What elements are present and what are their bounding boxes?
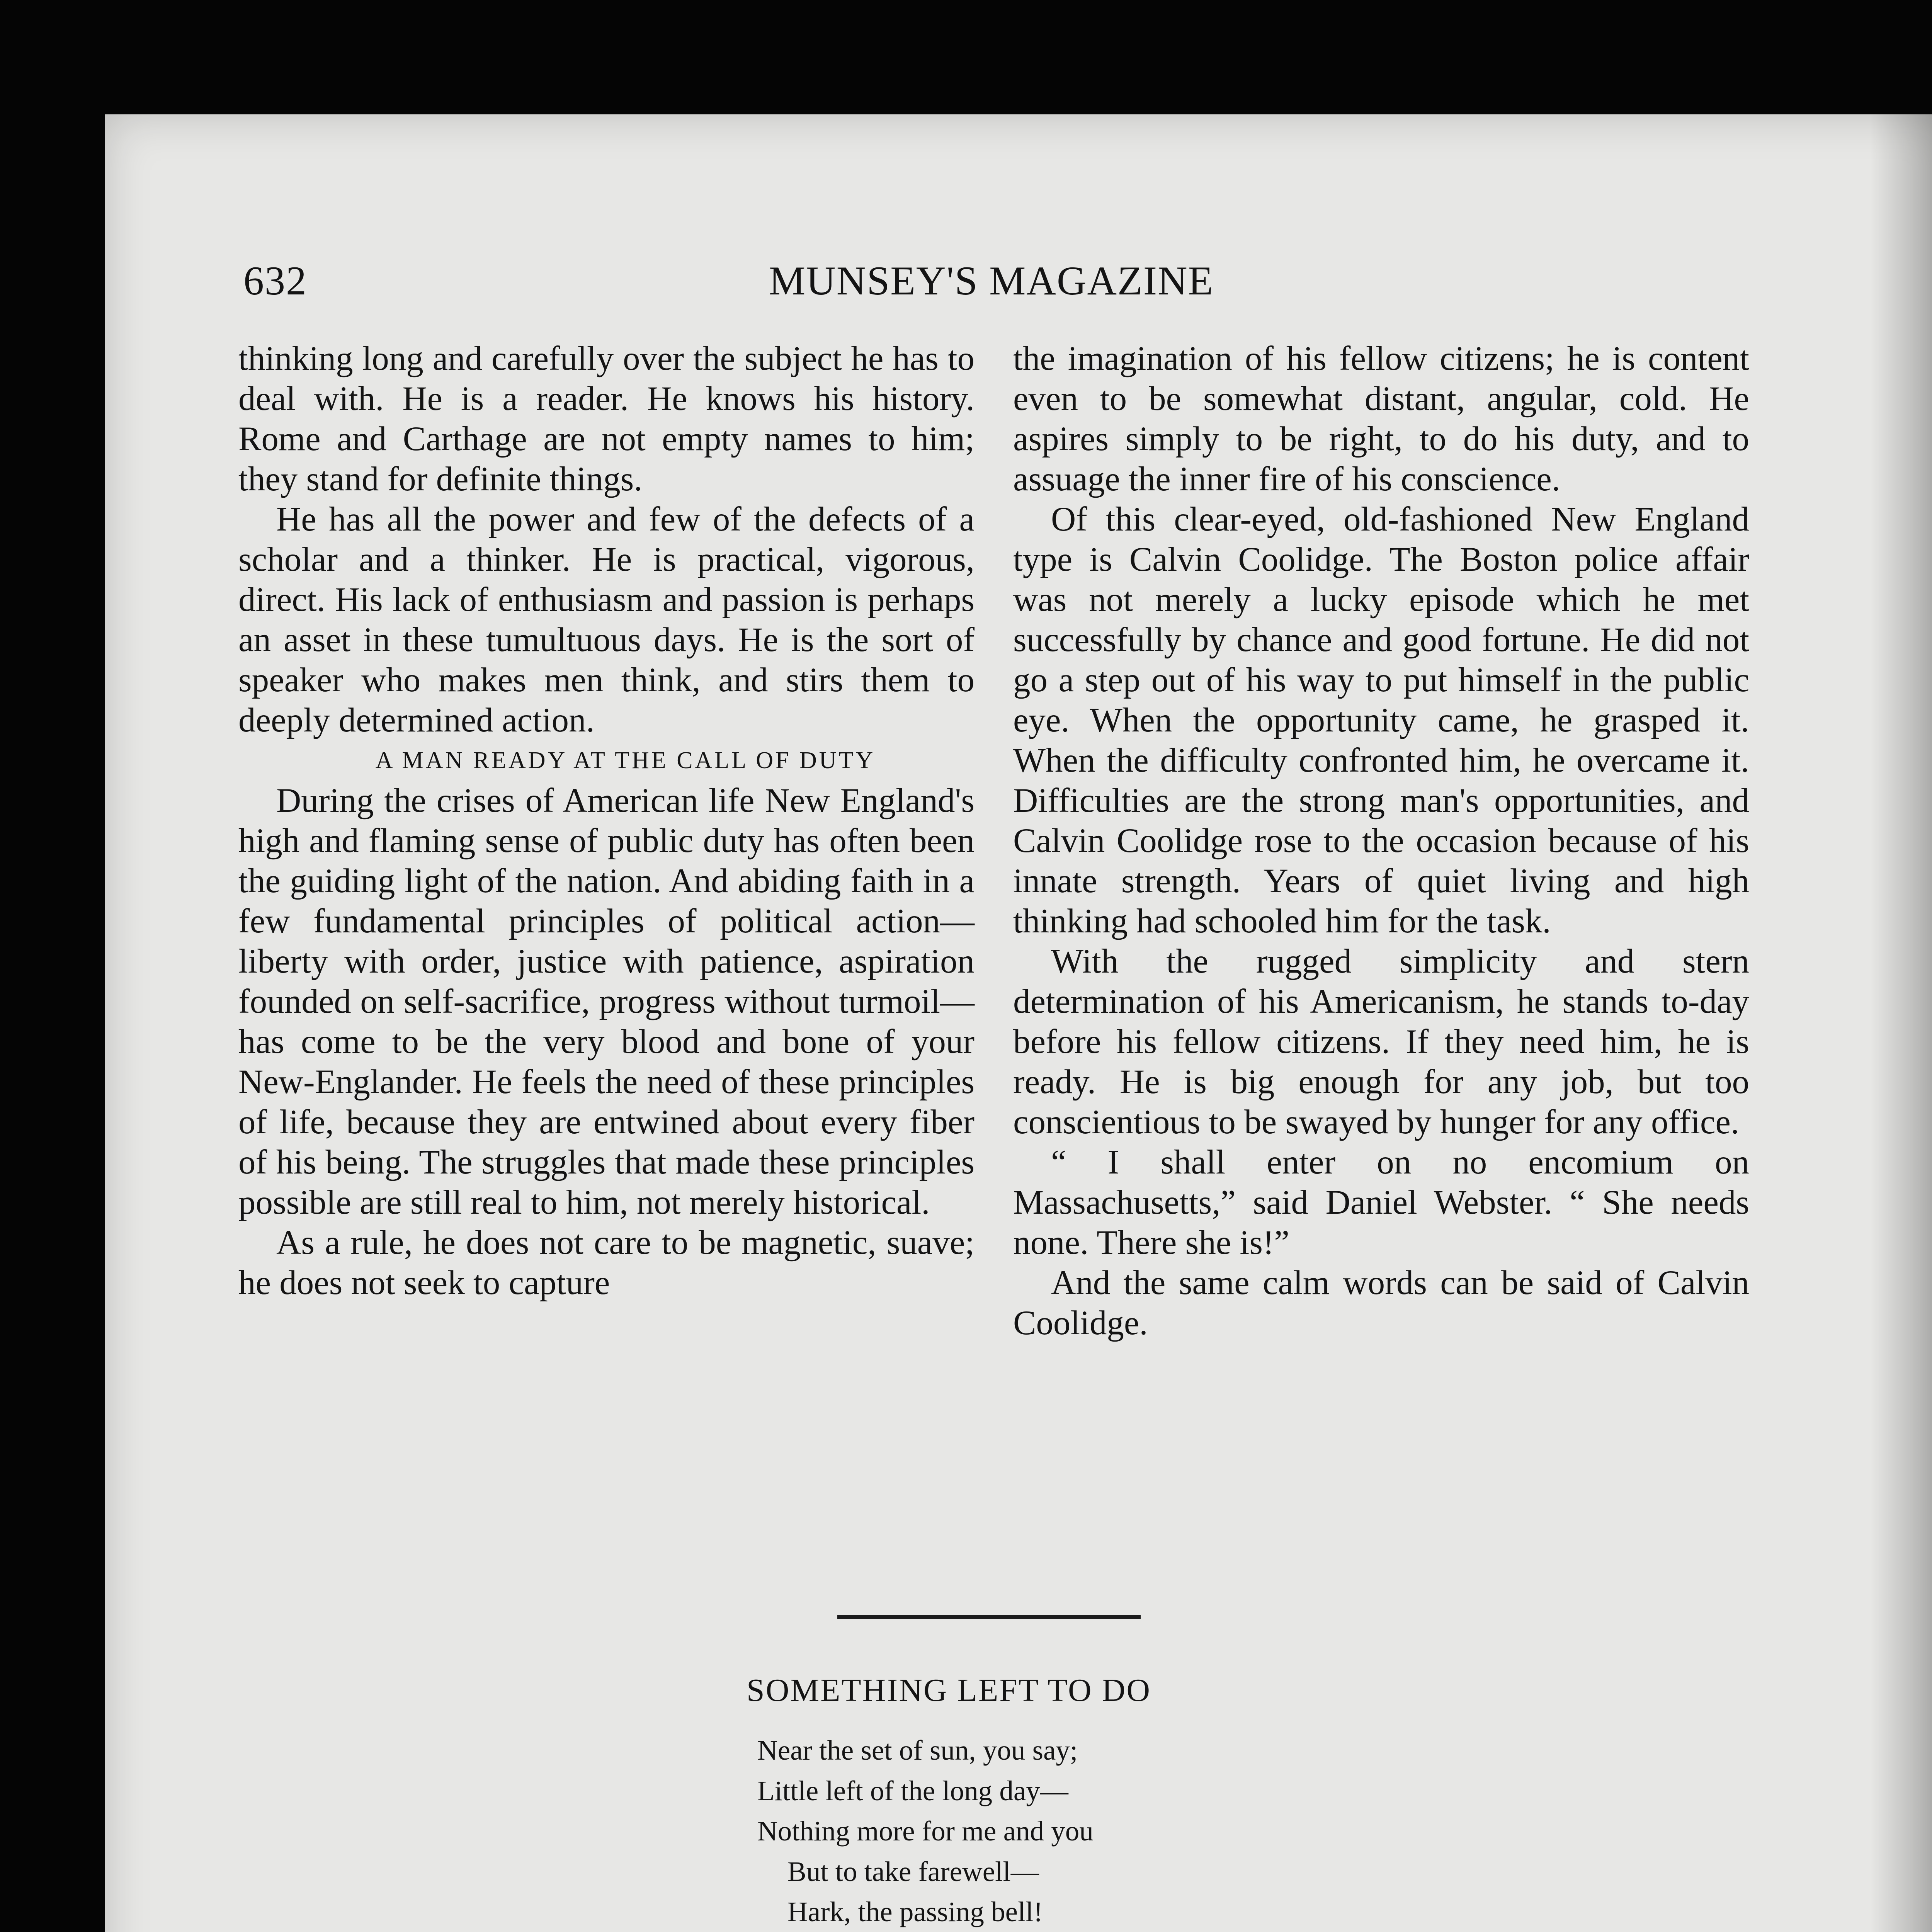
page-number: 632 xyxy=(243,258,307,303)
poem xyxy=(757,1730,1376,1932)
paragraph: And the same calm words can be said of Calvin Coolidge. xyxy=(1013,1264,1749,1342)
paragraph: During the crises of American life New England's high and flaming sense of public duty has often been the guiding light of the nation. And abiding faith in a few fundamental principles of political action—liberty with order, justice with patience, aspiration founded on self-sacrifice, progress without turmoil—has come to be the very blood and bone of your New-Englander. He feels the need of these principles of life, because they are entwined about every fiber of his being. The struggles that made these principles possible are still real to him, not merely historical. xyxy=(238,782,975,1221)
paragraph: Of this clear-eyed, old-fashioned New England type is Calvin Coolidge. The Boston police affair was not merely a lucky episode which he met successfully by chance and good fortune. He did not go a step out of his way to put himself in the public eye. When the opportunity came, he grasped it. When the difficulty confronted him, he overcame it. Difficulties are the strong man's opportunities, and Calvin Coolidge rose to the occasion because of his innate strength. Years of quiet living and high thinking had schooled him for the task. xyxy=(1013,500,1749,940)
page-header xyxy=(105,257,1932,311)
right-column xyxy=(1013,338,1749,1343)
magazine-page xyxy=(105,114,1932,1932)
poem-line: Little left of the long day— xyxy=(757,1775,1068,1806)
section-heading: A MAN READY AT THE CALL OF DUTY xyxy=(375,747,876,774)
poem-line: But to take farewell— xyxy=(787,1855,1039,1887)
paragraph: the imagination of his fellow citizens; he is content even to be somewhat distant, angular, cold. He aspires simply to be right, to do his duty, and to assuage the inner fire of his conscience. xyxy=(1013,340,1749,498)
poem-line: Hark, the passing bell! xyxy=(787,1896,1043,1927)
paragraph: With the rugged simplicity and stern determination of his Americanism, he stands to-day before his fellow citizens. If they need him, he is ready. He is big enough for any job, but too conscientious to be swayed by hunger for any office. xyxy=(1013,942,1749,1141)
poem-title: SOMETHING LEFT TO DO xyxy=(747,1672,1151,1708)
poem-line: Near the set of sun, you say; xyxy=(757,1735,1078,1766)
poem-stanza xyxy=(757,1730,1376,1932)
gutter-shadow xyxy=(1870,114,1932,1932)
left-column xyxy=(238,338,975,1303)
paragraph: thinking long and carefully over the subject he has to deal with. He is a reader. He knows his history. Rome and Carthage are not empty names to him; they stand for definite things. xyxy=(238,340,975,498)
paragraph: He has all the power and few of the defects of a scholar and a thinker. He is practical, vigorous, direct. His lack of enthusiasm and passion is perhaps an asset in these tumultuous days. He is the sort of speaker who makes men think, and stirs them to deeply determined action. xyxy=(238,500,975,739)
running-title: MUNSEY'S MAGAZINE xyxy=(769,258,1214,303)
divider-rule xyxy=(837,1615,1141,1619)
paragraph: As a rule, he does not care to be magnetic, suave; he does not seek to capture xyxy=(238,1224,975,1302)
paragraph: “ I shall enter on no encomium on Massachusetts,” said Daniel Webster. “ She needs none. There she is!” xyxy=(1013,1143,1749,1262)
poem-line: Nothing more for me and you xyxy=(757,1815,1094,1847)
